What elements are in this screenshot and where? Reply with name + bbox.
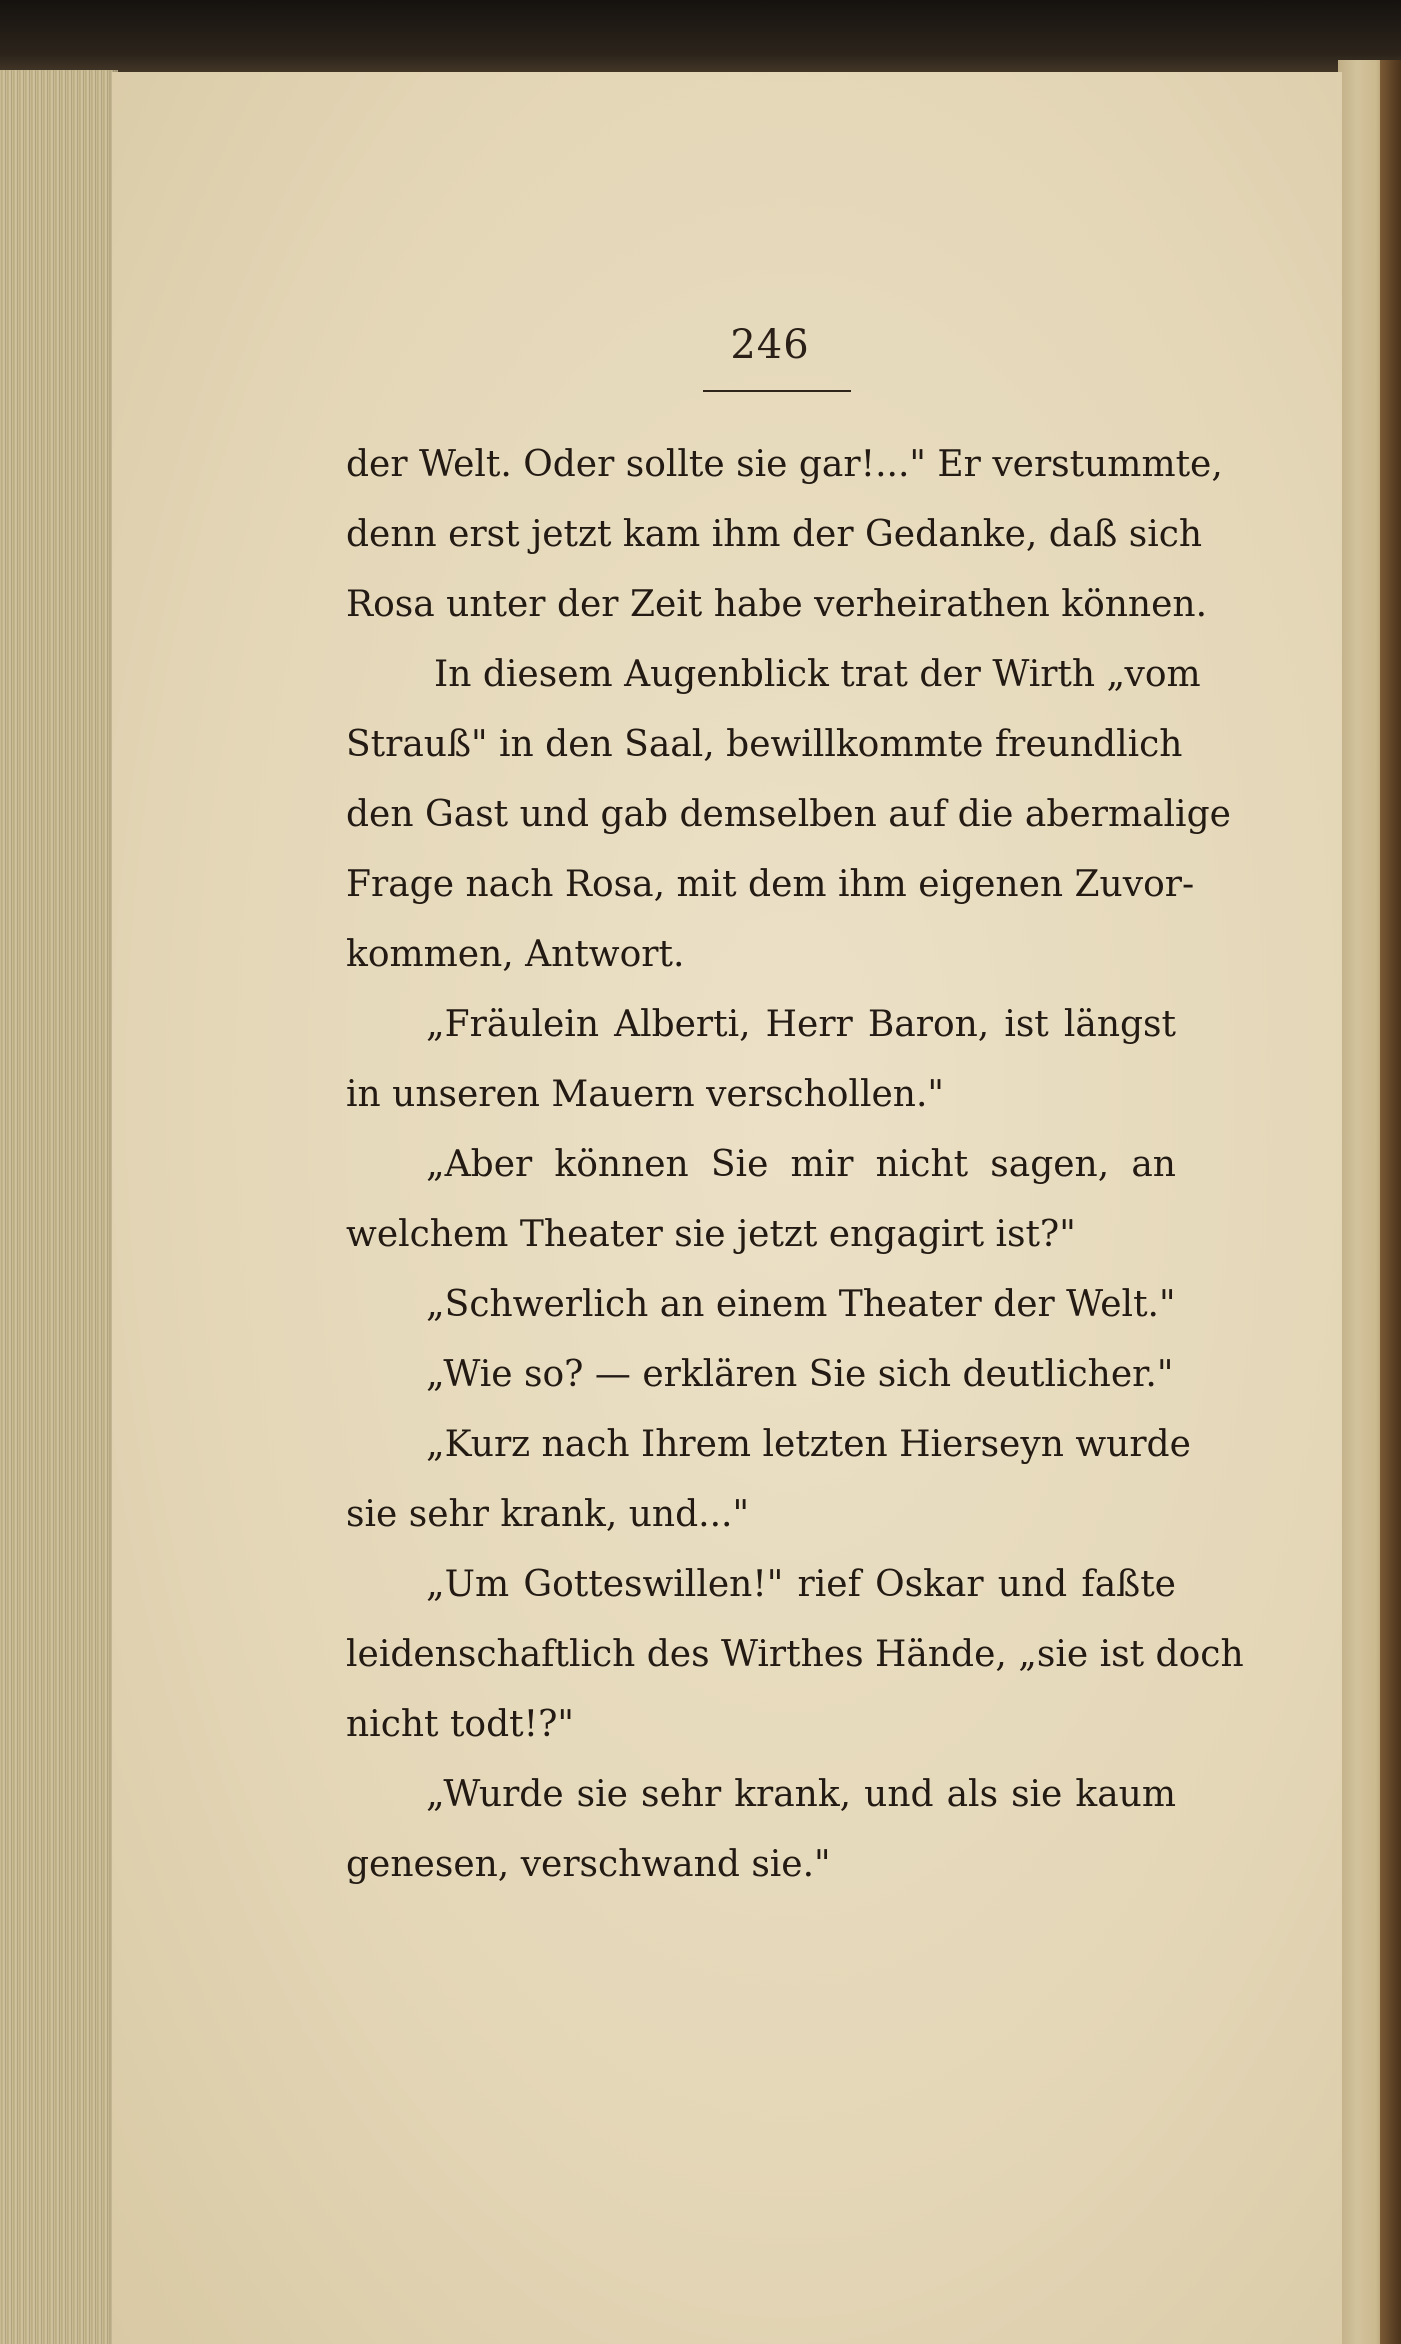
text-line: „Aber können Sie mir nicht sagen, an bbox=[426, 1144, 1176, 1185]
text-line: „Kurz nach Ihrem letzten Hierseyn wurde bbox=[426, 1424, 1191, 1465]
text-line: der Welt. Oder sollte sie gar!..." Er verstummte, bbox=[346, 444, 1223, 485]
body-text bbox=[346, 430, 1244, 1900]
text-line: den Gast und gab demselben auf die abermalige bbox=[346, 794, 1231, 835]
text-line: nicht todt!?" bbox=[346, 1704, 574, 1745]
text-line: kommen, Antwort. bbox=[346, 934, 685, 975]
text-line: in unseren Mauern verschollen." bbox=[346, 1074, 944, 1115]
text-line: In diesem Augenblick trat der Wirth „vom bbox=[434, 654, 1201, 695]
book-cover-edge bbox=[1380, 60, 1401, 2344]
text-line: Frage nach Rosa, mit dem ihm eigenen Zuvor- bbox=[346, 864, 1195, 905]
text-line: denn erst jetzt kam ihm der Gedanke, daß sich bbox=[346, 514, 1203, 555]
text-line: Strauß" in den Saal, bewillkommte freundlich bbox=[346, 724, 1183, 765]
text-line: „Wie so? — erklären Sie sich deutlicher." bbox=[426, 1354, 1174, 1395]
text-line: Rosa unter der Zeit habe verheirathen können. bbox=[346, 584, 1208, 625]
text-line: „Fräulein Alberti, Herr Baron, ist längst bbox=[426, 1004, 1176, 1045]
text-line: leidenschaftlich des Wirthes Hände, „sie ist doch bbox=[346, 1634, 1244, 1675]
text-line: genesen, verschwand sie." bbox=[346, 1844, 831, 1885]
page-number-rule bbox=[703, 390, 851, 392]
text-line: „Wurde sie sehr krank, und als sie kaum bbox=[426, 1774, 1176, 1815]
text-line: „Schwerlich an einem Theater der Welt." bbox=[426, 1284, 1176, 1325]
book-binding-top bbox=[0, 0, 1401, 78]
page-number: 246 bbox=[730, 322, 810, 368]
page-edges-left bbox=[0, 70, 118, 2344]
text-line: sie sehr krank, und..." bbox=[346, 1494, 750, 1535]
text-line: „Um Gotteswillen!" rief Oskar und faßte bbox=[426, 1564, 1176, 1605]
text-line: welchem Theater sie jetzt engagirt ist?" bbox=[346, 1214, 1076, 1255]
